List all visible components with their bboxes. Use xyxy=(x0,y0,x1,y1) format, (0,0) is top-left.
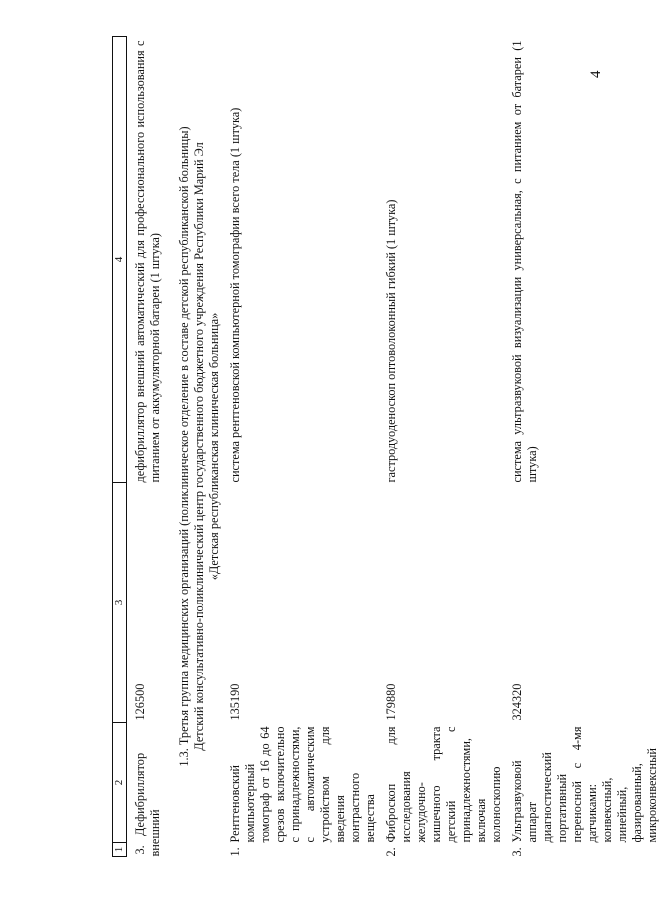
table-row xyxy=(127,37,170,857)
row-value: 126500 xyxy=(133,683,148,721)
table-row xyxy=(384,37,510,857)
section-institution-name: «Детская республиканская клиническая больница» xyxy=(207,312,222,581)
header-col-3: 3 xyxy=(113,483,127,723)
row-name: Фиброскоп для исследования желудочно-кишечного тракта детский с принадлежностями, включая колоноскопию xyxy=(384,726,504,843)
header-col-4: 4 xyxy=(113,37,127,483)
section-title: 1.3. Третья группа медицинских организаций (поликлиническое отделение в составе детской республиканской больницы) xyxy=(177,126,192,767)
document-sheet xyxy=(112,37,660,857)
row-number: 2. xyxy=(384,847,399,857)
section-institution: Детский консультативно-поликлинический центр государственного бюджетного учреждения Республики Марий Эл xyxy=(192,142,207,751)
row-number: 1. xyxy=(228,847,243,857)
table-row xyxy=(510,37,666,857)
row-name: Ультразвуковой аппарат диагностический портативный переносной с 4-мя датчиками: конвексный, линейный, фазированный, микроконвексный xyxy=(510,726,660,843)
row-description: дефибриллятор внешний автоматический для профессионального использования с питанием от аккумуляторной батареи (1 штука) xyxy=(133,40,163,483)
page-number: 4 xyxy=(588,70,604,78)
row-description: система рентгеновской компьютерной томографии всего тела (1 штука) xyxy=(228,107,243,483)
table-row xyxy=(228,37,384,857)
row-number: 3. xyxy=(510,847,525,857)
header-col-2: 2 xyxy=(113,723,127,843)
row-name: Рентгеновский компьютерный томограф от 16 до 64 срезов включительно с принадлежностями, с автоматическим устройством для введения контрастного вещества xyxy=(228,726,378,843)
row-description: гастродуоденоскоп оптоволоконный гибкий (1 штука) xyxy=(384,199,399,483)
header-row xyxy=(113,37,127,857)
section-heading-row xyxy=(169,37,228,857)
equipment-table xyxy=(112,36,666,857)
row-value: 324320 xyxy=(510,683,525,721)
row-description: система ультразвуковой визуализации универсальная, с питанием от батареи (1 штука) xyxy=(510,40,540,483)
row-value: 135190 xyxy=(228,683,243,721)
row-number: 3. xyxy=(133,845,148,855)
row-value: 179880 xyxy=(384,683,399,721)
row-name: Дефибриллятор внешний xyxy=(133,752,163,857)
header-col-1: 1 xyxy=(113,843,127,857)
